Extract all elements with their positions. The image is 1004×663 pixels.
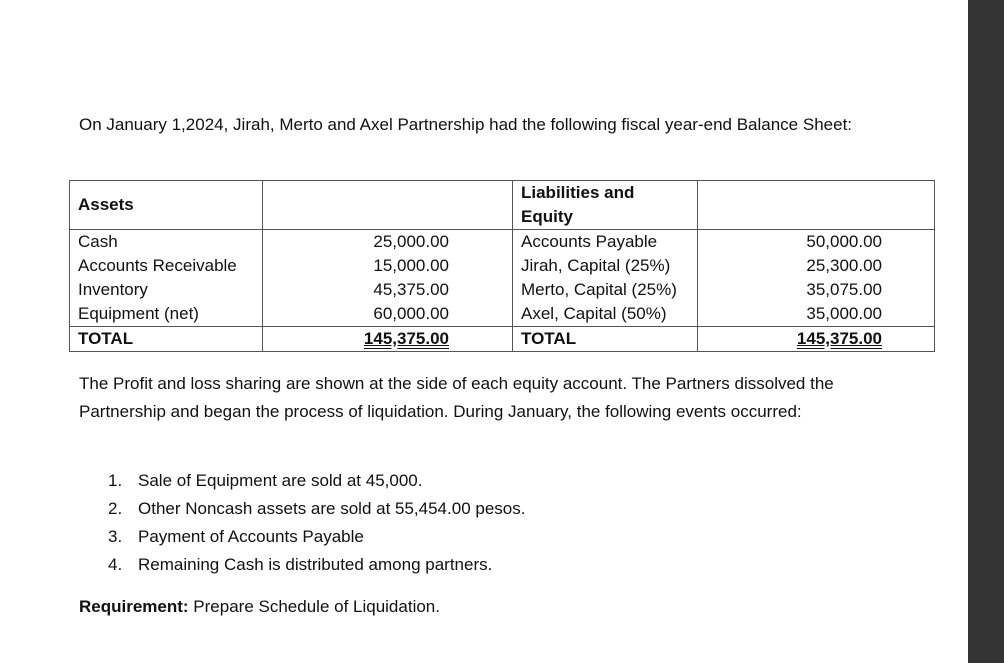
le-total-amount: 145,375.00	[796, 329, 882, 348]
asset-label: Accounts Receivable	[70, 254, 263, 278]
asset-amount: 45,375.00	[263, 278, 513, 302]
assets-total-amount: 145,375.00	[363, 329, 449, 348]
le-total-label: TOTAL	[513, 327, 698, 352]
le-amount: 35,075.00	[698, 278, 935, 302]
list-item	[108, 523, 525, 551]
requirement-label: Requirement:	[79, 597, 189, 616]
asset-label: Equipment (net)	[70, 302, 263, 327]
liabilities-equity-header: Liabilities and Equity	[513, 181, 698, 230]
le-label: Axel, Capital (50%)	[513, 302, 698, 327]
asset-amount: 60,000.00	[263, 302, 513, 327]
assets-header: Assets	[70, 181, 263, 230]
list-text: Payment of Accounts Payable	[138, 527, 364, 546]
assets-total-cell	[263, 327, 513, 352]
list-text: Other Noncash assets are sold at 55,454.00 pesos.	[138, 499, 526, 518]
list-item	[108, 551, 525, 579]
total-row	[70, 327, 935, 352]
le-total-cell	[698, 327, 935, 352]
le-amount: 50,000.00	[698, 230, 935, 255]
intro-text: On January 1,2024, Jirah, Merto and Axel Partnership had the following fiscal year-end Balance Sheet:	[79, 115, 853, 134]
list-text: Sale of Equipment are sold at 45,000.	[138, 471, 423, 490]
list-number: 1.	[108, 471, 123, 490]
le-label: Accounts Payable	[513, 230, 698, 255]
events-list	[108, 467, 525, 579]
list-item	[108, 495, 525, 523]
le-label: Merto, Capital (25%)	[513, 278, 698, 302]
list-number: 3.	[108, 527, 123, 546]
le-amount: 35,000.00	[698, 302, 935, 327]
requirement-text: Prepare Schedule of Liquidation.	[188, 597, 440, 616]
requirement	[79, 593, 440, 621]
assets-total-label: TOTAL	[70, 327, 263, 352]
le-amount-header	[698, 181, 935, 230]
asset-amount: 15,000.00	[263, 254, 513, 278]
balance-sheet-table	[69, 180, 935, 352]
asset-label: Cash	[70, 230, 263, 255]
table-header-row	[70, 181, 935, 230]
asset-label: Inventory	[70, 278, 263, 302]
table-row	[70, 302, 935, 327]
table-row	[70, 230, 935, 255]
le-label: Jirah, Capital (25%)	[513, 254, 698, 278]
description-paragraph: The Profit and loss sharing are shown at the side of each equity account. The Partners dissolved the Partnership and began the process of liquidation. During January, the following events occurred:	[79, 374, 834, 421]
le-amount: 25,300.00	[698, 254, 935, 278]
asset-amount: 25,000.00	[263, 230, 513, 255]
scrollbar[interactable]	[968, 0, 1004, 663]
list-number: 2.	[108, 499, 123, 518]
list-number: 4.	[108, 555, 123, 574]
list-item	[108, 467, 525, 495]
assets-amount-header	[263, 181, 513, 230]
list-text: Remaining Cash is distributed among partners.	[138, 555, 493, 574]
table-row	[70, 254, 935, 278]
table-row	[70, 278, 935, 302]
